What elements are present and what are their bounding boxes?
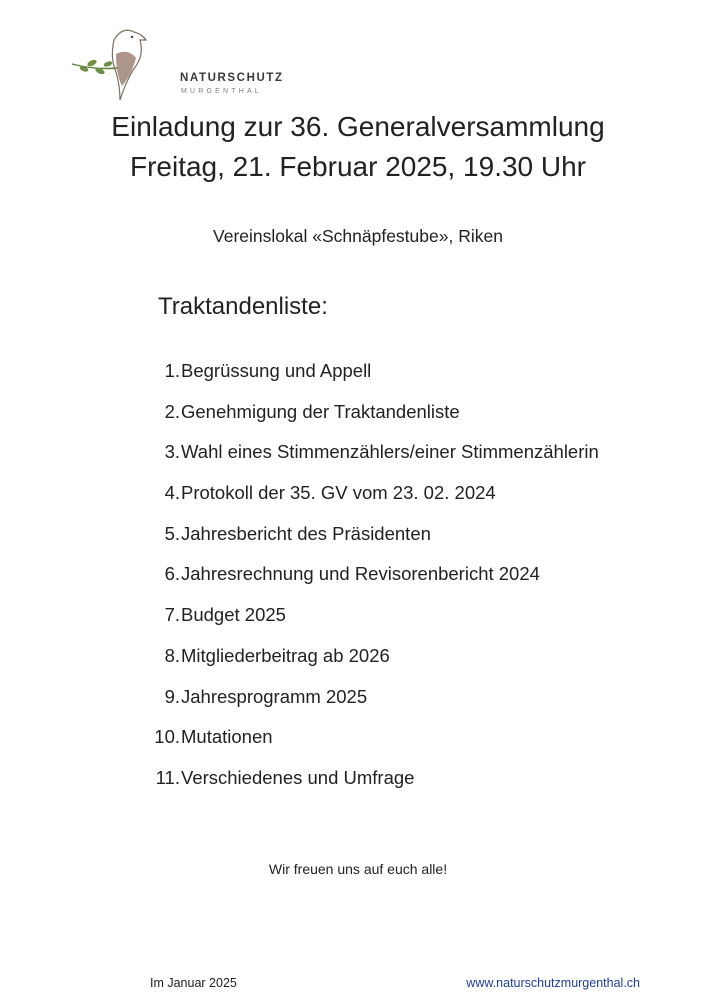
item-text: Jahresbericht des Präsidenten xyxy=(181,522,431,544)
item-number: 7. xyxy=(164,604,180,626)
list-item xyxy=(148,441,599,482)
list-item xyxy=(148,360,599,401)
item-number: 4. xyxy=(164,482,180,504)
logo-subtitle: MURGENTHAL xyxy=(181,88,263,95)
item-number: 8. xyxy=(164,644,180,666)
item-number: 2. xyxy=(164,400,180,422)
item-text: Verschiedenes und Umfrage xyxy=(181,766,415,788)
website-link[interactable]: www.naturschutzmurgenthal.ch xyxy=(466,976,640,990)
item-text: Jahresprogramm 2025 xyxy=(181,685,368,707)
item-number: 1. xyxy=(164,360,180,381)
page-title: Einladung zur 36. Generalversammlung xyxy=(111,111,605,142)
item-text: Mitgliederbeitrag ab 2026 xyxy=(181,644,390,666)
bird-icon xyxy=(70,24,180,104)
list-item xyxy=(148,401,599,442)
item-number: 11. xyxy=(155,766,180,788)
list-item xyxy=(148,523,599,564)
item-number: 10. xyxy=(154,726,180,748)
item-text: Protokoll der 35. GV vom 23. 02. 2024 xyxy=(181,482,496,504)
item-text: Genehmigung der Traktandenliste xyxy=(181,400,460,422)
item-text: Budget 2025 xyxy=(181,604,286,626)
item-number: 5. xyxy=(164,522,180,544)
agenda-title: Traktandenliste: xyxy=(158,293,328,320)
item-number: 9. xyxy=(164,685,180,707)
list-item xyxy=(148,482,599,523)
list-item xyxy=(148,686,599,727)
logo-name: NATURSCHUTZ xyxy=(180,72,284,84)
agenda-list xyxy=(148,360,599,808)
item-text: Begrüssung und Appell xyxy=(181,360,372,381)
list-item xyxy=(148,726,599,767)
item-number: 3. xyxy=(164,441,180,463)
list-item xyxy=(148,604,599,645)
closing-note: Wir freuen uns auf euch alle! xyxy=(268,861,448,877)
list-item xyxy=(148,563,599,604)
footer-date: Im Januar 2025 xyxy=(150,976,237,990)
item-number: 6. xyxy=(164,563,180,585)
item-text: Wahl eines Stimmenzählers/einer Stimmenzählerin xyxy=(181,441,599,463)
list-item xyxy=(148,767,599,808)
list-item xyxy=(148,645,599,686)
event-date: Freitag, 21. Februar 2025, 19.30 Uhr xyxy=(129,151,587,182)
logo xyxy=(70,24,284,104)
item-text: Mutationen xyxy=(181,726,273,748)
item-text: Jahresrechnung und Revisorenbericht 2024 xyxy=(181,563,540,585)
venue: Vereinslokal «Schnäpfestube», Riken xyxy=(213,226,503,246)
